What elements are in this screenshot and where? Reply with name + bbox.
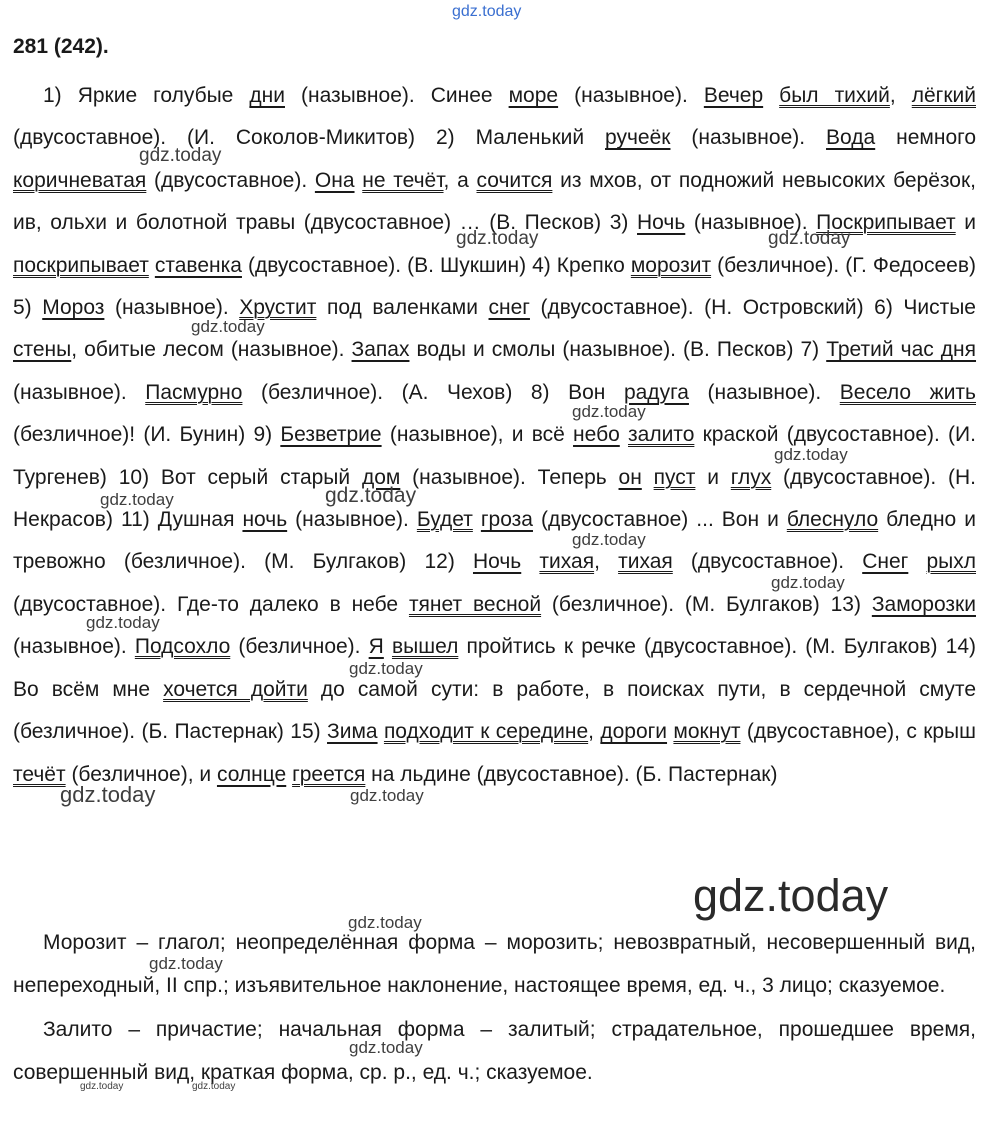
text-segment: и: [955, 211, 976, 235]
subject-word: Вечер: [703, 84, 764, 107]
text-segment: (безличное). (Г. Федосеев) 5): [13, 253, 976, 320]
text-segment: бледно и тревожно (безличное). (М. Булгаков) 12): [13, 508, 976, 574]
subject-word: он: [618, 465, 642, 489]
answer-paragraph: [13, 75, 976, 796]
predicate-word: Весело жить: [839, 380, 976, 404]
text-segment: 1) Яркие голубые: [43, 84, 250, 107]
subject-word: Запах: [351, 338, 410, 362]
subject-word: Ночь: [637, 211, 686, 235]
predicate-word: пуст: [653, 465, 696, 489]
text-segment: (назывное). Синее: [284, 84, 509, 107]
text-segment: [763, 84, 779, 107]
text-segment: (назывное).: [688, 380, 840, 404]
watermark: gdz.today: [771, 573, 845, 592]
text-segment: (безличное)! (И. Бунин) 9): [13, 423, 281, 447]
text-segment: , а: [443, 168, 477, 192]
predicate-word: коричневатая: [13, 168, 147, 192]
text-segment: , обитые лесом (назывное).: [71, 338, 352, 362]
watermark-top: gdz.today: [452, 3, 522, 20]
subject-word: ночь: [242, 508, 288, 532]
watermark: gdz.today: [348, 913, 422, 932]
text-segment: (назывное).: [558, 84, 704, 107]
subject-word: ставенка: [154, 253, 242, 277]
predicate-word: лёгкий: [911, 84, 976, 107]
subject-word: Снег: [862, 550, 909, 574]
exercise-number: 281 (242).: [13, 35, 109, 58]
predicate-word: был тихий: [779, 84, 890, 107]
watermark: gdz.today: [350, 786, 424, 805]
subject-word: гроза: [480, 508, 533, 532]
watermark: gdz.today: [456, 228, 539, 249]
watermark: gdz.today: [774, 445, 848, 464]
subject-word: Ночь: [472, 550, 522, 574]
predicate-word: вышел: [391, 635, 459, 659]
exercise-text: [13, 75, 976, 796]
text-segment: (двусоставное). (В. Шукшин) 4) Крепко: [241, 253, 631, 277]
text-segment: на льдине (двусоставное). (Б. Пастернак): [365, 762, 778, 786]
text-segment: (назывное). Теперь: [400, 465, 619, 489]
morphological-analysis: [13, 922, 976, 1094]
text-segment: до самой сути: в работе, в поисках пути, в сердечной смуте (безличное). (Б. Пастернак) 15): [13, 677, 976, 744]
subject-word: Я: [368, 635, 384, 659]
subject-word: радуга: [623, 380, 689, 404]
watermark: gdz.today: [149, 954, 223, 973]
text-segment: [384, 635, 392, 658]
predicate-word: греется: [292, 762, 366, 786]
text-segment: (двусоставное). Где-то далеко в небе: [13, 592, 409, 616]
predicate-word: залито: [628, 423, 695, 447]
subject-word: Она: [314, 168, 355, 192]
predicate-word: тянет весной: [408, 592, 542, 616]
text-segment: (назывное).: [670, 126, 827, 150]
text-segment: (двусоставное). (И. Соколов-Микитов) 2) Маленький: [13, 126, 606, 150]
watermark: gdz.today: [191, 317, 265, 336]
text-segment: (безличное), и: [65, 762, 217, 786]
predicate-word: рыхл: [926, 550, 977, 574]
predicate-word: тихая: [618, 550, 673, 574]
watermark: gdz.today: [80, 1081, 124, 1092]
text-segment: [473, 508, 481, 531]
watermark: gdz.today: [572, 530, 646, 549]
predicate-word: Подсохло: [134, 635, 231, 659]
subject-word: Заморозки: [871, 592, 976, 616]
watermark: gdz.today: [139, 145, 222, 166]
subject-word: Третий час дня: [826, 338, 977, 362]
watermark: gdz.today: [325, 484, 417, 507]
watermark: gdz.today: [86, 613, 160, 632]
text-segment: из мхов, от подножий невысоких берёзок, ив, ольхи и болотной травы (двусоставное) … (В. Песков) 3): [13, 168, 976, 235]
predicate-word: морозит: [630, 253, 712, 277]
subject-word: стены: [13, 338, 72, 362]
predicate-word: Хрустит: [239, 296, 317, 320]
predicate-word: хочется дойти: [163, 677, 308, 701]
subject-word: небо: [573, 423, 620, 447]
text-segment: (назывное).: [13, 635, 135, 659]
watermark-large: gdz.today: [693, 870, 889, 921]
text-segment: (двусоставное).: [672, 550, 863, 574]
subject-word: дом: [361, 465, 401, 489]
watermark: gdz.today: [192, 1081, 236, 1092]
subject-word: Зима: [327, 720, 378, 744]
text-segment: [521, 550, 539, 573]
text-segment: [620, 423, 628, 446]
watermark: gdz.today: [349, 659, 423, 678]
subject-word: снег: [488, 296, 530, 320]
predicate-word: течёт: [13, 762, 66, 786]
predicate-word: тихая: [539, 550, 595, 574]
text-segment: и: [695, 465, 731, 489]
text-segment: (безличное).: [230, 635, 369, 659]
watermark: gdz.today: [768, 228, 851, 249]
text-segment: (двусоставное). (Н. Некрасов) 11) Душная: [13, 465, 976, 532]
text-segment: под валенками: [316, 296, 489, 320]
subject-word: Вода: [826, 126, 876, 150]
predicate-word: глух: [730, 465, 772, 489]
subject-word: дни: [249, 84, 285, 107]
text-segment: (назывное), и всё: [381, 423, 574, 447]
text-segment: (назывное).: [685, 211, 817, 235]
predicate-word: не течёт: [362, 168, 444, 192]
text-segment: ,: [588, 720, 601, 744]
subject-word: море: [508, 84, 559, 107]
predicate-word: поскрипывает: [13, 253, 149, 277]
predicate-word: блеснуло: [786, 508, 879, 532]
predicate-word: Будет: [416, 508, 473, 532]
text-segment: ,: [594, 550, 619, 574]
text-segment: пройтись к речке (двусоставное). (М. Булгаков) 14) Во всём мне: [13, 635, 976, 701]
watermark: gdz.today: [60, 782, 156, 807]
subject-word: дороги: [600, 720, 668, 744]
text-segment: (безличное). (М. Булгаков) 13): [541, 592, 872, 616]
text-segment: (назывное).: [13, 380, 146, 404]
text-segment: немного: [875, 126, 976, 150]
subject-word: ручеёк: [605, 126, 671, 150]
text-segment: ,: [889, 84, 912, 107]
text-segment: (двусоставное).: [146, 168, 315, 192]
watermark: gdz.today: [100, 490, 174, 509]
text-segment: (безличное). (А. Чехов) 8) Вон: [242, 380, 624, 404]
watermark: gdz.today: [349, 1038, 423, 1057]
watermark: gdz.today: [572, 402, 646, 421]
subject-word: Мороз: [42, 296, 105, 320]
subject-word: Безветрие: [280, 423, 382, 447]
predicate-word: мокнут: [673, 720, 741, 744]
text-segment: [642, 466, 654, 489]
text-segment: (двусоставное). (Н. Островский) 6) Чистые: [529, 296, 976, 320]
text-segment: (двусоставное) ... Вон и: [532, 508, 787, 532]
predicate-word: сочится: [476, 168, 553, 192]
text-segment: (назывное).: [287, 508, 417, 532]
analysis-zalito: Залито – причастие; начальная форма – залитый; страдательное, прошедшее время, совершенный вид, краткая форма, ср. р., ед. ч.; сказуемое.: [13, 1018, 976, 1084]
text-segment: [908, 550, 926, 573]
subject-word: солнце: [216, 762, 287, 786]
predicate-word: подходит к середине: [383, 720, 589, 744]
text-segment: (назывное).: [104, 296, 240, 320]
text-segment: краской (двусоставное). (И. Тургенев) 10) Вот серый старый: [13, 423, 976, 489]
predicate-word: Поскрипывает: [816, 211, 956, 235]
analysis-morozit: Морозит – глагол; неопределённая форма – морозить; невозвратный, несовершенный вид, непереходный, II спр.; изъявительное наклонение, настоящее время, ед. ч., 3 лицо; сказуемое.: [13, 931, 976, 997]
text-segment: (двусоставное), с крыш: [740, 720, 976, 744]
predicate-word: Пасмурно: [145, 380, 243, 404]
text-segment: воды и смолы (назывное). (В. Песков) 7): [409, 338, 827, 362]
